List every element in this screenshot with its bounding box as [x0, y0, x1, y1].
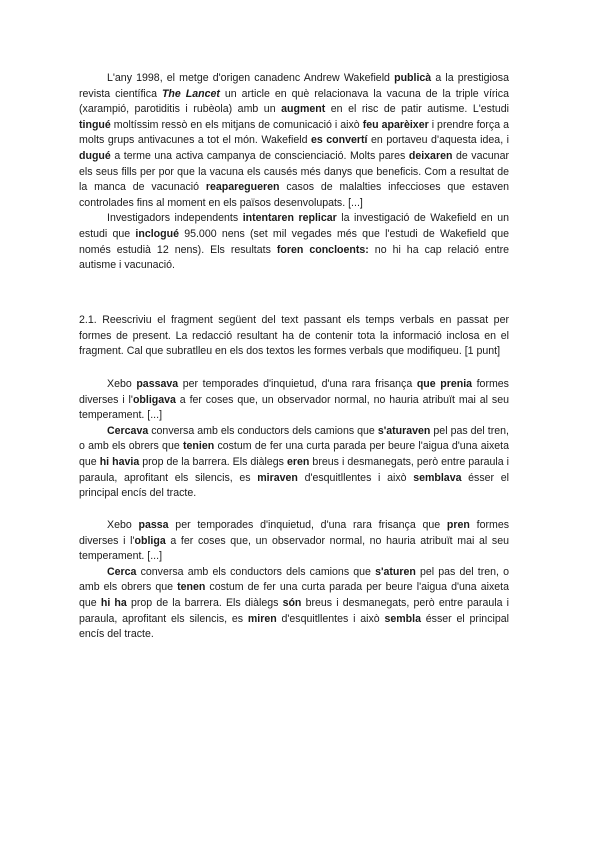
text-run: ésser el principal encís del tracte. [79, 612, 509, 641]
source-paragraph-1 [79, 71, 509, 211]
verb-form: obligava [132, 393, 176, 406]
text-run: la investigació de Wakefield en un estudi que [79, 212, 510, 240]
verb-form: feu aparèixer [362, 118, 429, 131]
text-run: breus i desmanegats, però entre paraula i paraula, aprofitant els silencis, es [79, 596, 509, 625]
text-run: 95.000 nens (set mil vegades més que l'estudi de Wakefield que només estudià 12 nens). Els resultats [79, 227, 509, 256]
verb-form: miren [247, 612, 277, 625]
instruction-paragraph [79, 313, 509, 360]
text-run: a fer coses que, un observador normal, no hauria atribuït mai al seu temperament. [...] [79, 534, 509, 563]
verb-form: intentaren [242, 212, 294, 225]
verb-form: semblava [413, 471, 462, 484]
verb-form: sembla [384, 612, 421, 625]
fragment-paragraph-1 [79, 377, 509, 424]
verb-form: reaparegueren [205, 181, 280, 194]
text-run: a la prestigiosa revista científica [79, 72, 509, 100]
verb-form: passava [136, 378, 179, 390]
source-text [79, 71, 509, 274]
verb-form: dugué [79, 149, 111, 162]
verb-form: Cerca [107, 565, 137, 578]
text-run: per temporades d'inquietud, d'una rara frisança que [168, 519, 447, 531]
verb-form: hi ha [100, 596, 127, 609]
text-run: formes diverses i l' [79, 519, 510, 547]
text-run: en portaveu d'aquesta idea, i [367, 134, 509, 147]
text-run: prop de la barrera. Els diàlegs [139, 455, 288, 468]
verb-form: es convertí [311, 134, 368, 147]
rewritten-fragment [79, 518, 509, 643]
verb-form: augment [281, 103, 326, 116]
verb-form: pren [446, 519, 470, 531]
verb-form: tenien [183, 440, 215, 453]
text-run: conversa amb els conductors dels camions que [136, 565, 376, 578]
text-run: pel pas del tren, o amb els obrers que [79, 424, 509, 453]
text-run: a terme una activa campanya de conscienciació. Molts pares [110, 149, 409, 162]
text-run: breus i desmanegats, però entre paraula i paraula, aprofitant els silencis, es [79, 455, 510, 484]
verb-form: s'aturen [375, 565, 416, 578]
text-run: Xebo [107, 378, 137, 390]
text-run: ésser el principal encís del tracte. [79, 471, 509, 500]
verb-form: tingué [79, 118, 111, 131]
verb-form: passa [138, 519, 169, 531]
verb-form: eren [287, 455, 310, 468]
exercise-instruction [79, 313, 509, 360]
verb-form: The Lancet [161, 87, 220, 100]
text-run: en el risc de patir autisme. L'estudi [325, 103, 510, 116]
text-run: un article en què relacionava la vacuna de la triple vírica (xarampió, parotiditis i rubèola) amb un [79, 87, 509, 116]
verb-form: replicar [298, 212, 337, 225]
verb-form: s'aturaven [377, 424, 431, 437]
text-run: prop de la barrera. Els diàlegs [126, 596, 283, 609]
text-run: de vacunar els seus fills per por que la vacuna els causés més danys que beneficis. Com a resultat de la manca de vacunació [79, 149, 509, 194]
text-run: 2.1. Reescriviu el fragment següent del text passant els temps verbals en passat per formes de present. La redacció resultant ha de contenir tota la informació inclosa en el fragment. Cal que subratlleu en els dos textos les formes verbals que modifiqueu. [1 punt] [79, 314, 509, 358]
verb-form: són [282, 596, 302, 609]
verb-form: que prenia [416, 378, 473, 390]
text-run: Xebo [107, 519, 139, 531]
verb-form: miraven [257, 471, 298, 484]
original-fragment [79, 377, 509, 502]
text-run: per temporades d'inquietud, d'una rara frisança [178, 378, 417, 390]
answer-paragraph-2 [79, 565, 509, 643]
verb-form: tenen [177, 581, 206, 594]
source-paragraph-2 [79, 211, 509, 273]
verb-form: Cercava [107, 424, 149, 437]
verb-form: inclogué [135, 227, 179, 240]
verb-form: foren concloents: [276, 243, 369, 256]
text-run: d'esquitllentes i això [276, 612, 385, 625]
verb-form: deixaren [408, 149, 453, 162]
verb-form: obliga [134, 534, 166, 547]
text-run: casos de malalties infeccioses que estaven controlades fins al moment en els països desenvolupats. [...] [79, 181, 509, 209]
text-run: costum de fer una curta parada per beure l'aigua d'una aixeta que [79, 440, 509, 468]
text-run: formes diverses i l' [79, 378, 509, 406]
text-run: a fer coses que, un observador normal, no hauria atribuït mai al seu temperament. [...] [79, 393, 509, 422]
verb-form: publicà [394, 72, 432, 84]
text-run: i prendre força a molts grups antivacunes a tot el món. Wakefield [79, 118, 510, 147]
text-run: moltíssim ressò en els mitjans de comunicació i això [110, 118, 363, 131]
text-run: Investigadors independents [107, 212, 243, 225]
answer-paragraph-1 [79, 518, 509, 565]
fragment-paragraph-2 [79, 424, 509, 502]
text-run: d'esquitllentes i això [297, 471, 414, 484]
text-run: no hi ha cap relació entre autisme i vacunació. [79, 243, 509, 272]
text-run: L'any 1998, el metge d'origen canadenc Andrew Wakefield [107, 72, 395, 84]
text-run: costum de fer una curta parada per beure l'aigua d'una aixeta que [79, 581, 509, 609]
text-run: conversa amb els conductors dels camions que [148, 424, 378, 437]
text-run: pel pas del tren, o amb els obrers que [79, 565, 509, 594]
verb-form: hi havia [99, 455, 140, 468]
